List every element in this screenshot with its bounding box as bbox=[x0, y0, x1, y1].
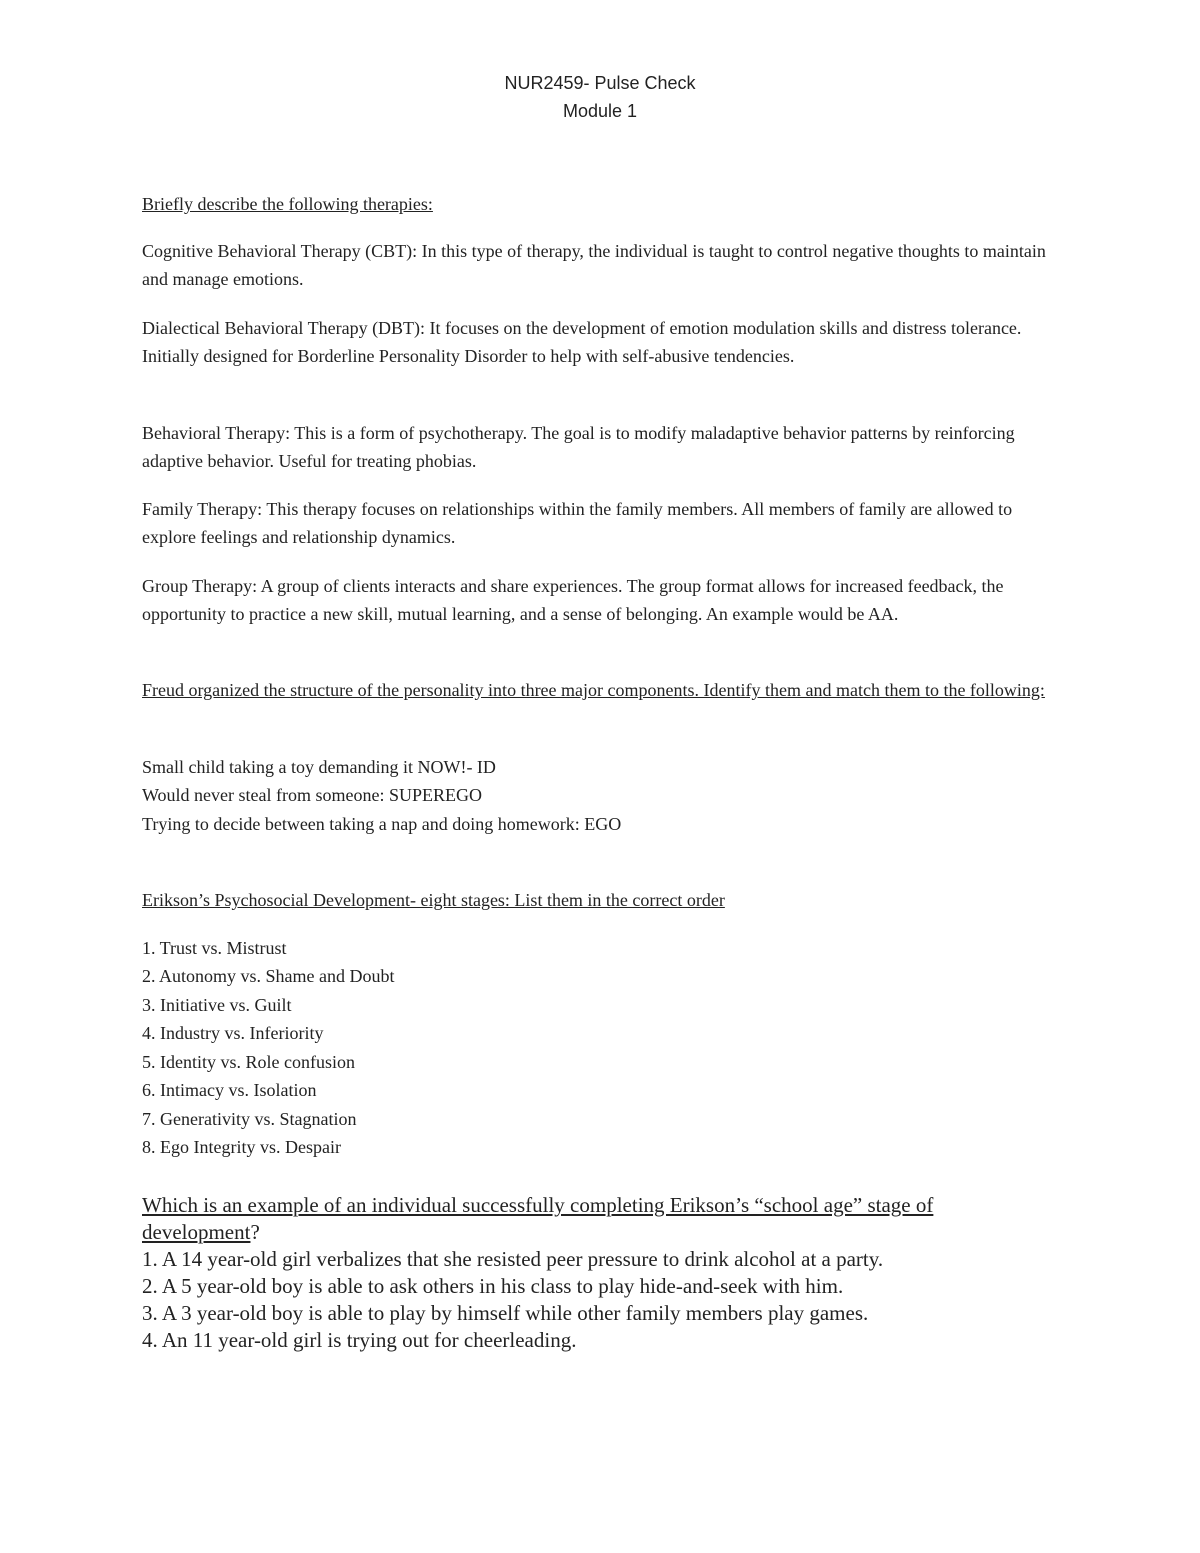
question-option: 1. A 14 year-old girl verbalizes that she resisted peer pressure to drink alcohol at a party. bbox=[142, 1247, 884, 1271]
question-heading bbox=[142, 1192, 1042, 1246]
question-option: 2. A 5 year-old boy is able to ask others in his class to play hide-and-seek with him. bbox=[142, 1274, 844, 1298]
question-option: 3. A 3 year-old boy is able to play by himself while other family members play games. bbox=[142, 1301, 869, 1325]
erikson-stage: 4. Industry vs. Inferiority bbox=[142, 1023, 324, 1043]
question-heading-text: Which is an example of an individual successfully completing Erikson’s “school age” stage of development bbox=[142, 1193, 934, 1244]
module-title: Module 1 bbox=[562, 101, 638, 121]
therapies-heading: Briefly describe the following therapies: bbox=[142, 194, 433, 214]
erikson-stage: 8. Ego Integrity vs. Despair bbox=[142, 1137, 341, 1157]
erikson-stage: 6. Intimacy vs. Isolation bbox=[142, 1080, 317, 1100]
therapy-dbt: Dialectical Behavioral Therapy (DBT): It focuses on the development of emotion modulation skills and distress tolerance. Initially designed for Borderline Personality Disorder to help with self-abusive tendencies. bbox=[142, 318, 1022, 366]
erikson-stage: 2. Autonomy vs. Shame and Doubt bbox=[142, 966, 395, 986]
erikson-heading: Erikson’s Psychosocial Development- eight stages: List them in the correct order bbox=[142, 890, 725, 910]
therapy-behavioral: Behavioral Therapy: This is a form of psychotherapy. The goal is to modify maladaptive behavior patterns by reinforcing adaptive behavior. Useful for treating phobias. bbox=[142, 423, 1015, 471]
freud-item-id: Small child taking a toy demanding it NOW!- ID bbox=[142, 757, 496, 777]
question-option: 4. An 11 year-old girl is trying out for cheerleading. bbox=[142, 1328, 577, 1352]
erikson-stage: 7. Generativity vs. Stagnation bbox=[142, 1109, 357, 1129]
therapy-family: Family Therapy: This therapy focuses on relationships within the family members. All members of family are allowed to explore feelings and relationship dynamics. bbox=[142, 499, 1013, 547]
freud-heading: Freud organized the structure of the personality into three major components. Identify them and match them to the following: bbox=[142, 680, 1045, 700]
freud-item-superego: Would never steal from someone: SUPEREGO bbox=[142, 785, 482, 805]
erikson-stage: 3. Initiative vs. Guilt bbox=[142, 995, 292, 1015]
therapy-cbt: Cognitive Behavioral Therapy (CBT): In this type of therapy, the individual is taught to control negative thoughts to maintain and manage emotions. bbox=[142, 241, 1046, 289]
question-mark: ? bbox=[250, 1220, 260, 1244]
course-title: NUR2459- Pulse Check bbox=[504, 73, 696, 93]
erikson-stage: 1. Trust vs. Mistrust bbox=[142, 938, 287, 958]
freud-item-ego: Trying to decide between taking a nap and doing homework: EGO bbox=[142, 814, 622, 834]
therapy-group: Group Therapy: A group of clients interacts and share experiences. The group format allows for increased feedback, the opportunity to practice a new skill, mutual learning, and a sense of belonging. An example would be AA. bbox=[142, 576, 1004, 624]
erikson-stage: 5. Identity vs. Role confusion bbox=[142, 1052, 355, 1072]
